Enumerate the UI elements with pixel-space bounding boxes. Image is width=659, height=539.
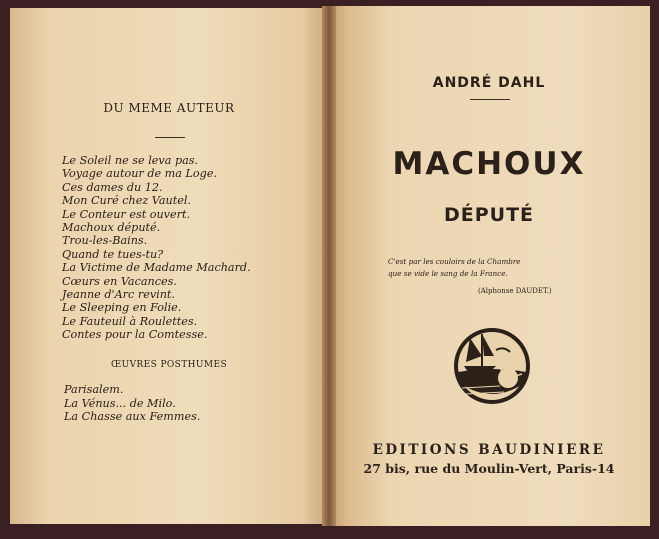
sailboat-sun-emblem-icon <box>452 326 532 406</box>
work-title: Le Fauteuil à Roulettes. <box>62 314 198 328</box>
work-title: Voyage autour de ma Loge. <box>62 167 218 181</box>
book-title: MACHOUX <box>392 146 586 182</box>
book-gutter <box>322 6 336 526</box>
work-title: Ces dames du 12. <box>62 180 163 194</box>
epigraph <box>388 256 521 280</box>
work-title: Mon Curé chez Vautel. <box>62 194 191 208</box>
book-subtitle: DÉPUTÉ <box>443 204 535 226</box>
work-title: La Chasse aux Femmes. <box>64 410 201 424</box>
work-title: Le Soleil ne se leva pas. <box>62 154 199 167</box>
left-page <box>10 8 328 524</box>
heading-rule <box>155 137 185 138</box>
posthumous-works-list <box>64 383 200 424</box>
work-title: Quand te tues-tu? <box>62 247 164 261</box>
work-title: Contes pour la Comtesse. <box>62 328 208 342</box>
work-title: Parisalem. <box>64 383 124 396</box>
epigraph-line: C'est par les couloirs de la Chambre <box>388 257 521 266</box>
author-rule <box>470 99 510 100</box>
author-name: ANDRÉ DAHL <box>432 75 546 91</box>
right-page <box>328 6 650 526</box>
work-title: La Vénus... de Milo. <box>64 396 176 410</box>
work-title: Le Sleeping en Folie. <box>62 301 182 315</box>
other-works-heading: DU MEME AUTEUR <box>103 101 235 115</box>
work-title: Jeanne d'Arc revint. <box>62 288 175 302</box>
epigraph-line: que se vide le sang de la France. <box>388 269 508 278</box>
work-title: Cœurs en Vacances. <box>62 274 177 288</box>
work-title: Trou-les-Bains. <box>62 234 148 248</box>
work-title: Le Conteur est ouvert. <box>62 207 191 221</box>
works-list <box>62 154 251 342</box>
posthumous-heading: ŒUVRES POSTHUMES <box>110 360 228 370</box>
publisher-address: 27 bis, rue du Moulin-Vert, Paris-14 <box>363 461 615 476</box>
work-title: Machoux député. <box>62 221 161 235</box>
work-title: La Victime de Madame Machard. <box>62 261 251 275</box>
epigraph-attribution: (Alphonse DAUDET.) <box>478 287 552 295</box>
publisher-name: EDITIONS BAUDINIERE <box>372 442 606 458</box>
